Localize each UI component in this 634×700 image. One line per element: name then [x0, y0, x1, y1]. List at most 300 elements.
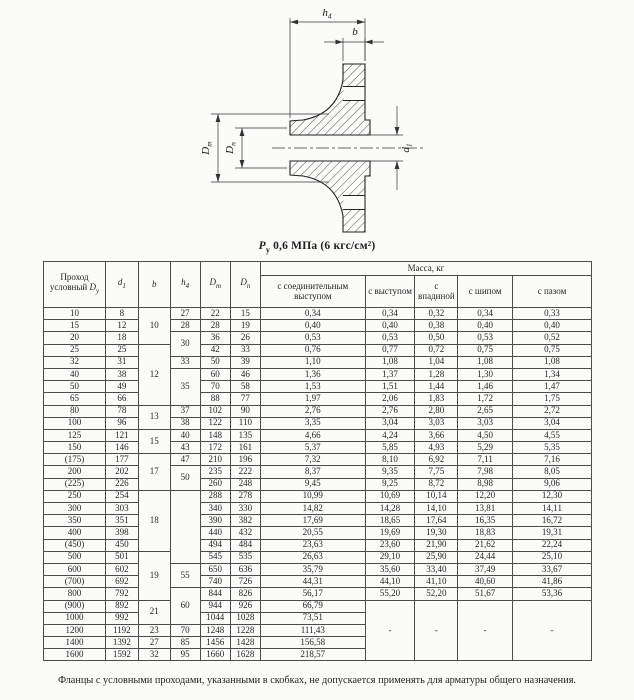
table-cell: 33,40: [415, 563, 458, 575]
table-row: [44, 393, 592, 405]
table-cell: 740: [200, 576, 230, 588]
mass-column-header: с выступом: [365, 276, 415, 308]
table-row: [44, 466, 592, 478]
table-cell: 0,33: [513, 308, 592, 320]
table-row: [44, 320, 592, 332]
table-cell: 1,28: [415, 368, 458, 380]
table-cell: 2,65: [458, 405, 513, 417]
table-cell: 1456: [200, 637, 230, 649]
table-cell: 110: [230, 417, 260, 429]
pressure-symbol: $P_у$: [258, 240, 271, 255]
table-cell: 5,29: [458, 442, 513, 454]
table-cell: 2,76: [365, 405, 415, 417]
table-cell: 202: [105, 466, 138, 478]
table-cell: 37,49: [458, 563, 513, 575]
table-cell: 2,06: [365, 393, 415, 405]
table-cell: 15: [230, 308, 260, 320]
pressure-rating-title: [0, 240, 634, 254]
table-cell: 692: [105, 576, 138, 588]
table-cell: 1,46: [458, 381, 513, 393]
table-cell: 7,32: [260, 454, 365, 466]
table-cell: 944: [200, 600, 230, 612]
table-cell: 10,99: [260, 490, 365, 502]
table-row: [44, 344, 592, 356]
table-cell: 32: [44, 356, 106, 368]
table-cell: 78: [105, 405, 138, 417]
table-cell: 7,98: [458, 466, 513, 478]
table-cell: 50: [44, 381, 106, 393]
table-cell: 96: [105, 417, 138, 429]
mass-group-header: Масса, кг: [260, 262, 591, 276]
table-cell: 15: [44, 320, 106, 332]
table-cell: 12: [105, 320, 138, 332]
table-cell: 12: [138, 344, 170, 405]
table-cell: 254: [105, 490, 138, 502]
table-cell: 1248: [200, 624, 230, 636]
table-cell: 39: [230, 356, 260, 368]
table-cell: 65: [44, 393, 106, 405]
table-cell: 602: [105, 563, 138, 575]
table-row: [44, 576, 592, 588]
table-cell: 303: [105, 503, 138, 515]
table-cell: 260: [200, 478, 230, 490]
table-cell: 14,10: [415, 503, 458, 515]
table-cell: 400: [44, 527, 106, 539]
table-cell: 0,75: [513, 344, 592, 356]
table-cell: 500: [44, 551, 106, 563]
table-cell: 19,30: [415, 527, 458, 539]
dn-label: $D_n$: [224, 142, 238, 154]
dim-column-header: b: [138, 262, 170, 308]
table-cell: 218,57: [260, 649, 365, 661]
table-cell: (175): [44, 454, 106, 466]
table-cell: 210: [200, 454, 230, 466]
table-cell: 40: [44, 368, 106, 380]
table-cell: 53,36: [513, 588, 592, 600]
table-cell: 501: [105, 551, 138, 563]
table-cell: 18,83: [458, 527, 513, 539]
table-cell: 0,53: [260, 332, 365, 344]
table-cell: 1,53: [260, 381, 365, 393]
table-cell: 1200: [44, 624, 106, 636]
table-cell: 70: [200, 381, 230, 393]
table-cell: 0,75: [458, 344, 513, 356]
table-cell: 18: [105, 332, 138, 344]
table-cell: 19,69: [365, 527, 415, 539]
dim-column-header: $d_1$: [105, 262, 138, 308]
table-cell: 8: [105, 308, 138, 320]
table-cell: 24,44: [458, 551, 513, 563]
table-cell: 17,64: [415, 515, 458, 527]
table-cell: 35,79: [260, 563, 365, 575]
table-cell: 90: [230, 405, 260, 417]
table-cell: 150: [44, 442, 106, 454]
table-cell: 30: [170, 332, 200, 356]
table-row: [44, 563, 592, 575]
table-cell: 1228: [230, 624, 260, 636]
table-cell: 85: [170, 637, 200, 649]
table-cell: 14,11: [513, 503, 592, 515]
table-cell: 0,34: [260, 308, 365, 320]
table-cell: 1,97: [260, 393, 365, 405]
table-cell: 1,08: [365, 356, 415, 368]
table-cell: 23: [138, 624, 170, 636]
table-cell: 161: [230, 442, 260, 454]
pressure-value: 0,6 МПа (6 кгс/см²): [273, 240, 376, 252]
table-cell: 49: [105, 381, 138, 393]
table-cell: 484: [230, 539, 260, 551]
table-cell: 1,37: [365, 368, 415, 380]
table-cell: -: [365, 600, 415, 661]
table-cell: 0,40: [513, 320, 592, 332]
flange-section-svg: [177, 2, 493, 240]
table-cell: 17,69: [260, 515, 365, 527]
table-cell: 0,40: [458, 320, 513, 332]
table-cell: 10,14: [415, 490, 458, 502]
dimension-b: [324, 38, 384, 61]
header-row: [44, 262, 592, 276]
table-cell: 20,55: [260, 527, 365, 539]
table-cell: 1,44: [415, 381, 458, 393]
table-cell: 25,90: [415, 551, 458, 563]
table-cell: 545: [200, 551, 230, 563]
table-cell: 1628: [230, 649, 260, 661]
bolt-hole-lower: [343, 196, 365, 210]
table-cell: 4,66: [260, 429, 365, 441]
table-row: [44, 588, 592, 600]
table-row: [44, 527, 592, 539]
table-cell: -: [458, 600, 513, 661]
table-row: [44, 600, 592, 612]
table-row: [44, 368, 592, 380]
table-cell: 100: [44, 417, 106, 429]
table-row: [44, 356, 592, 368]
table-cell: 42: [200, 344, 230, 356]
table-cell: 5,85: [365, 442, 415, 454]
table-cell: 21,62: [458, 539, 513, 551]
table-cell: 16,35: [458, 515, 513, 527]
table-cell: 44,31: [260, 576, 365, 588]
table-cell: 50: [200, 356, 230, 368]
table-cell: 1428: [230, 637, 260, 649]
table-cell: 27: [170, 308, 200, 320]
dim-column-header: Проход условный $D_у$: [44, 262, 106, 308]
table-cell: 196: [230, 454, 260, 466]
table-cell: 1,51: [365, 381, 415, 393]
table-cell: 13,81: [458, 503, 513, 515]
mass-column-header: с впадиной: [415, 276, 458, 308]
table-cell: 1,72: [458, 393, 513, 405]
table-cell: 19,31: [513, 527, 592, 539]
table-cell: 1,30: [458, 368, 513, 380]
table-cell: 4,50: [458, 429, 513, 441]
table-cell: 121: [105, 429, 138, 441]
table-cell: 382: [230, 515, 260, 527]
table-cell: 0,53: [365, 332, 415, 344]
table-cell: 330: [230, 503, 260, 515]
table-cell: 14,82: [260, 503, 365, 515]
table-cell: 1660: [200, 649, 230, 661]
table-cell: 800: [44, 588, 106, 600]
table-cell: 0,53: [458, 332, 513, 344]
table-cell: 40: [170, 429, 200, 441]
table-cell: 1,36: [260, 368, 365, 380]
dim-column-header: $h_4$: [170, 262, 200, 308]
table-cell: 46: [230, 368, 260, 380]
table-cell: 3,03: [458, 417, 513, 429]
table-cell: 9,35: [365, 466, 415, 478]
table-cell: 3,03: [415, 417, 458, 429]
table-cell: 66: [105, 393, 138, 405]
table-cell: 0,32: [415, 308, 458, 320]
table-cell: 3,35: [260, 417, 365, 429]
table-cell: 390: [200, 515, 230, 527]
table-cell: 792: [105, 588, 138, 600]
table-row: [44, 515, 592, 527]
table-cell: 51,67: [458, 588, 513, 600]
table-cell: 440: [200, 527, 230, 539]
table-cell: 55: [170, 563, 200, 587]
table-cell: 156,58: [260, 637, 365, 649]
table-row: [44, 308, 592, 320]
table-cell: 351: [105, 515, 138, 527]
table-cell: 726: [230, 576, 260, 588]
table-cell: 37: [170, 405, 200, 417]
table-cell: 58: [230, 381, 260, 393]
table-cell: 17: [138, 454, 170, 491]
table-cell: 926: [230, 600, 260, 612]
table-cell: 122: [200, 417, 230, 429]
table-cell: 102: [200, 405, 230, 417]
table-cell: (900): [44, 600, 106, 612]
table-cell: 1,10: [260, 356, 365, 368]
table-cell: 25: [44, 344, 106, 356]
table-cell: 148: [200, 429, 230, 441]
table-cell: 8,05: [513, 466, 592, 478]
table-cell: 0,38: [415, 320, 458, 332]
table-cell: 14,28: [365, 503, 415, 515]
table-cell: 55,20: [365, 588, 415, 600]
table-cell: 288: [200, 490, 230, 502]
table-cell: 235: [200, 466, 230, 478]
table-cell: 3,66: [415, 429, 458, 441]
table-cell: 7,11: [458, 454, 513, 466]
dim-column-header: $D_m$: [200, 262, 230, 308]
table-cell: 25,10: [513, 551, 592, 563]
table-cell: 2,72: [513, 405, 592, 417]
table-cell: 15: [138, 429, 170, 453]
table-cell: 88: [200, 393, 230, 405]
table-cell: 44,10: [365, 576, 415, 588]
table-cell: 40,60: [458, 576, 513, 588]
table-cell: (700): [44, 576, 106, 588]
table-cell: 0,77: [365, 344, 415, 356]
table-row: [44, 405, 592, 417]
table-cell: 20: [44, 332, 106, 344]
table-cell: 1044: [200, 612, 230, 624]
table-cell: 0,34: [458, 308, 513, 320]
table-cell: 1392: [105, 637, 138, 649]
table-cell: 36: [200, 332, 230, 344]
table-cell: 5,37: [260, 442, 365, 454]
table-cell: 77: [230, 393, 260, 405]
table-cell: 0,72: [415, 344, 458, 356]
table-cell: 33,67: [513, 563, 592, 575]
table-cell: 226: [105, 478, 138, 490]
table-cell: 600: [44, 563, 106, 575]
bolt-hole-upper: [343, 87, 365, 101]
table-cell: 1192: [105, 624, 138, 636]
table-cell: 1400: [44, 637, 106, 649]
table-cell: 222: [230, 466, 260, 478]
table-cell: 19: [230, 320, 260, 332]
table-cell: 35: [170, 368, 200, 405]
table-row: [44, 551, 592, 563]
table-row: [44, 381, 592, 393]
table-cell: 398: [105, 527, 138, 539]
table-cell: 135: [230, 429, 260, 441]
table-cell: 9,45: [260, 478, 365, 490]
table-cell: 66,79: [260, 600, 365, 612]
table-cell: 350: [44, 515, 106, 527]
table-cell: 844: [200, 588, 230, 600]
table-cell: 250: [44, 490, 106, 502]
table-cell: 1,04: [415, 356, 458, 368]
mass-column-header: с пазом: [513, 276, 592, 308]
table-row: [44, 454, 592, 466]
table-cell: 1000: [44, 612, 106, 624]
h4-label: $h_4$: [322, 7, 332, 21]
table-row: [44, 539, 592, 551]
table-cell: 18: [138, 490, 170, 551]
table-cell: 278: [230, 490, 260, 502]
table-cell: 28: [200, 320, 230, 332]
table-row: [44, 332, 592, 344]
table-cell: 432: [230, 527, 260, 539]
table-cell: 23,60: [365, 539, 415, 551]
table-cell: 1028: [230, 612, 260, 624]
table-cell: 25: [105, 344, 138, 356]
table-cell: 27: [138, 637, 170, 649]
table-cell: (225): [44, 478, 106, 490]
table-cell: 8,37: [260, 466, 365, 478]
table-cell: (450): [44, 539, 106, 551]
table-cell: 33: [170, 356, 200, 368]
table-cell: 60: [200, 368, 230, 380]
table-row: [44, 490, 592, 502]
table-cell: 52,20: [415, 588, 458, 600]
table-cell: 146: [105, 442, 138, 454]
table-cell: 47: [170, 454, 200, 466]
table-row: [44, 417, 592, 429]
footnote: Фланцы с условными проходами, указанными в скобках, не допускается применять для арматуры общего назначения.: [57, 675, 577, 686]
table-cell: 10: [138, 308, 170, 345]
table-cell: 16,72: [513, 515, 592, 527]
table-cell: 23,63: [260, 539, 365, 551]
flange-dimensions-table: [43, 261, 592, 661]
table-cell: 21: [138, 600, 170, 624]
table-cell: 26: [230, 332, 260, 344]
table-cell: 9,06: [513, 478, 592, 490]
table-row: [44, 429, 592, 441]
table-cell: 0,52: [513, 332, 592, 344]
table-row: [44, 478, 592, 490]
table-cell: 4,93: [415, 442, 458, 454]
table-cell: 29,10: [365, 551, 415, 563]
table-cell: 5,35: [513, 442, 592, 454]
table-cell: 1592: [105, 649, 138, 661]
table-cell: 38: [105, 368, 138, 380]
table-cell: 2,76: [260, 405, 365, 417]
table-cell: -: [415, 600, 458, 661]
table-cell: 535: [230, 551, 260, 563]
table-cell: 1,83: [415, 393, 458, 405]
table-cell: [170, 490, 200, 563]
table-cell: 0,40: [260, 320, 365, 332]
table-cell: 177: [105, 454, 138, 466]
table-cell: 0,40: [365, 320, 415, 332]
table-cell: 111,43: [260, 624, 365, 636]
dm-label: $D_m$: [200, 141, 214, 155]
table-cell: 56,17: [260, 588, 365, 600]
table-cell: 1,08: [513, 356, 592, 368]
table-cell: 650: [200, 563, 230, 575]
table-cell: 33: [230, 344, 260, 356]
table-cell: 13: [138, 405, 170, 429]
table-cell: 41,86: [513, 576, 592, 588]
table-cell: 19: [138, 551, 170, 600]
table-cell: 7,75: [415, 466, 458, 478]
table-cell: 38: [170, 417, 200, 429]
table-cell: 1,34: [513, 368, 592, 380]
table-row: [44, 503, 592, 515]
table-cell: 35,60: [365, 563, 415, 575]
table-cell: 8,10: [365, 454, 415, 466]
table-cell: -: [513, 600, 592, 661]
table-cell: 3,04: [365, 417, 415, 429]
table-cell: 10: [44, 308, 106, 320]
table-cell: 172: [200, 442, 230, 454]
table-cell: 2,80: [415, 405, 458, 417]
table-cell: 0,50: [415, 332, 458, 344]
table-cell: 1,08: [458, 356, 513, 368]
mass-column-header: с соединительным выступом: [260, 276, 365, 308]
b-label: b: [352, 26, 358, 38]
table-cell: 41,10: [415, 576, 458, 588]
table-cell: 22: [200, 308, 230, 320]
table-cell: 60: [170, 588, 200, 625]
d1-label: $d_1$: [400, 143, 414, 153]
dim-column-header: $D_n$: [230, 262, 260, 308]
table-cell: 125: [44, 429, 106, 441]
table-cell: 992: [105, 612, 138, 624]
table-cell: 6,92: [415, 454, 458, 466]
table-cell: 1,75: [513, 393, 592, 405]
table-cell: 200: [44, 466, 106, 478]
mass-column-header: с шипом: [458, 276, 513, 308]
table-cell: 0,34: [365, 308, 415, 320]
table-cell: 8,72: [415, 478, 458, 490]
table-cell: 8,98: [458, 478, 513, 490]
table-cell: 26,63: [260, 551, 365, 563]
table-cell: 12,20: [458, 490, 513, 502]
table-cell: 43: [170, 442, 200, 454]
table-cell: 0,76: [260, 344, 365, 356]
table-cell: 248: [230, 478, 260, 490]
table-row: [44, 442, 592, 454]
table-cell: 80: [44, 405, 106, 417]
table-cell: 1600: [44, 649, 106, 661]
